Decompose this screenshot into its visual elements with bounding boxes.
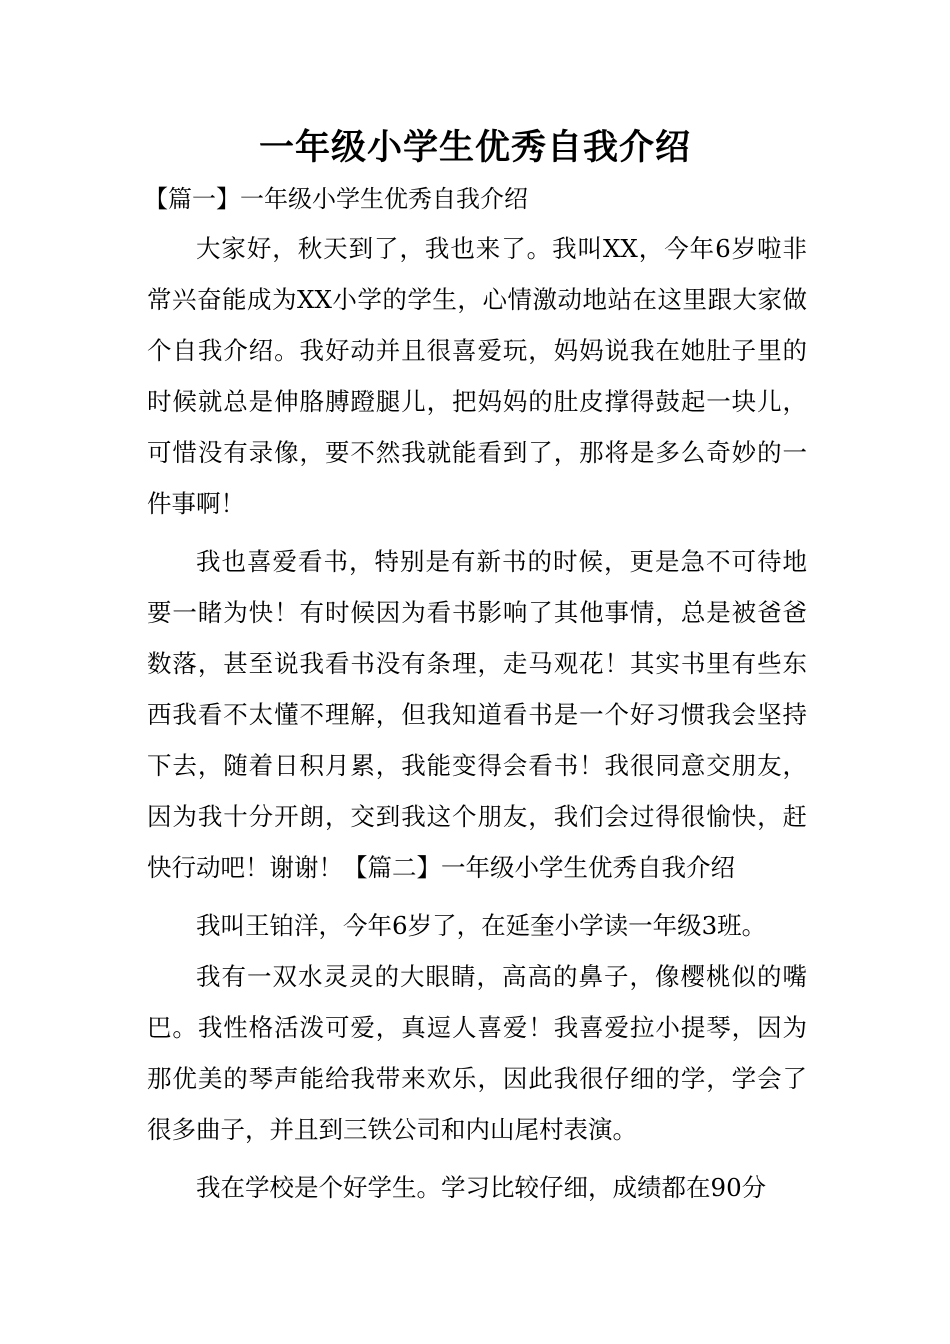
paragraph: 我也喜爱看书，特别是有新书的时候，更是急不可待地要一睹为快！有时候因为看书影响了其他事情，总是被爸爸数落，甚至说我看书没有条理，走马观花！其实书里有些东西我看不太懂不理解，但我知道看书是一个好习惯我会坚持下去，随着日积月累，我能变得会看书！我很同意交朋友，因为我十分开朗，交到我这个朋友，我们会过得很愉快，赶快行动吧！谢谢！【篇二】一年级小学生优秀自我介绍	[147, 547, 807, 882]
paragraph: 大家好，秋天到了，我也来了。我叫XX，今年6岁啦非常兴奋能成为XX小学的学生，心情激动地站在这里跟大家做个自我介绍。我好动并且很喜爱玩，妈妈说我在她肚子里的时候就总是伸胳膊蹬腿儿，把妈妈的肚皮撑得鼓起一块儿，可惜没有录像，要不然我就能看到了，那将是多么奇妙的一件事啊！	[147, 234, 807, 518]
section-heading: 【篇一】一年级小学生优秀自我介绍	[144, 185, 528, 213]
paragraph: 我在学校是个好学生。学习比较仔细，成绩都在90分	[196, 1173, 767, 1202]
document-title: 一年级小学生优秀自我介绍	[258, 128, 691, 168]
paragraph: 我叫王铂洋，今年6岁了，在延奎小学读一年级3班。	[196, 911, 767, 940]
document-body	[147, 223, 807, 1213]
paragraph: 我有一双水灵灵的大眼睛，高高的鼻子，像樱桃似的嘴巴。我性格活泼可爱，真逗人喜爱！我喜爱拉小提琴，因为那优美的琴声能给我带来欢乐，因此我很仔细的学，学会了很多曲子，并且到三铁公司和内山尾村表演。	[147, 962, 807, 1144]
